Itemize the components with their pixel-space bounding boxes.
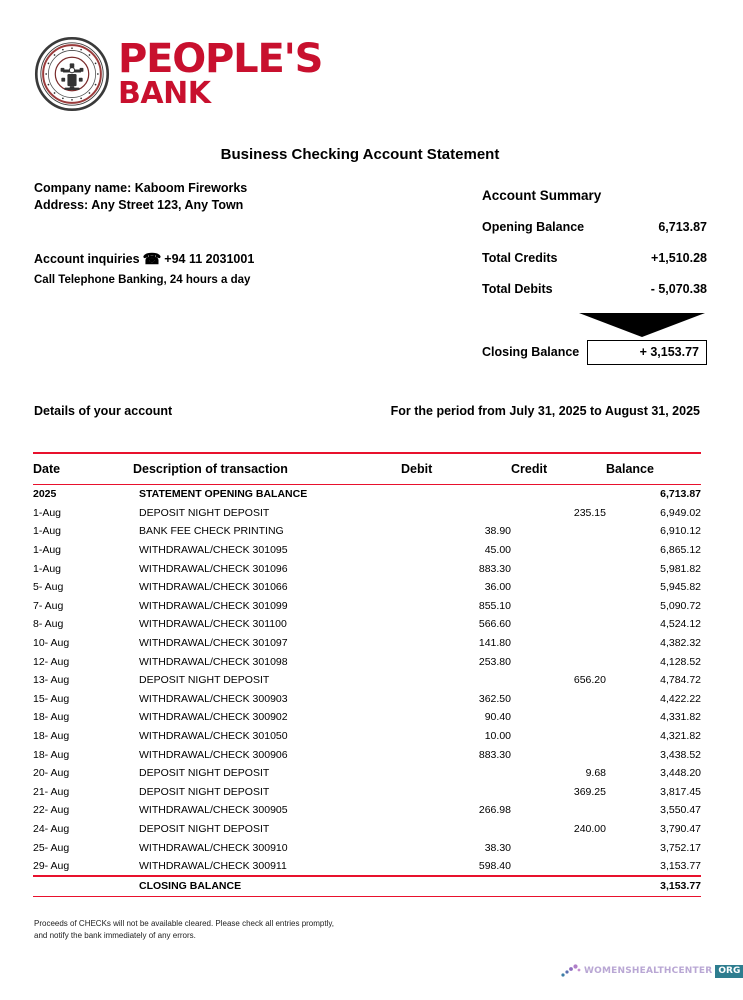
summary-row-opening-balance [482, 220, 707, 234]
table-rule-bottom [33, 896, 701, 898]
table-row [33, 764, 701, 783]
cell-description: WITHDRAWAL/CHECK 301050 [139, 730, 288, 743]
column-header-balance: Balance [606, 461, 654, 476]
cell-description: DEPOSIT NIGHT DEPOSIT [139, 822, 270, 835]
cell-balance: 6,949.02 [660, 506, 701, 519]
cell-balance: 4,422.22 [660, 692, 701, 705]
closing-row-debit [401, 877, 511, 896]
cell-description: DEPOSIT NIGHT DEPOSIT [139, 674, 270, 687]
cell-debit [401, 820, 511, 839]
bank-logo [34, 36, 322, 112]
cell-balance: 6,713.87 [660, 488, 701, 501]
cell-date: 1-Aug [33, 525, 62, 538]
cell-credit [511, 838, 606, 857]
summary-row-closing-balance [482, 340, 707, 365]
cell-date: 18- Aug [33, 748, 70, 761]
cell-date: 7- Aug [33, 599, 64, 612]
cell-description: WITHDRAWAL/CHECK 301099 [139, 599, 288, 612]
cell-balance: 3,153.77 [660, 860, 701, 873]
cell-date: 10- Aug [33, 637, 70, 650]
table-row [33, 671, 701, 690]
details-title: Details of your account [34, 404, 173, 418]
cell-debit: 362.50 [478, 692, 511, 705]
summary-value-opening-balance: 6,713.87 [658, 220, 707, 234]
cell-description: WITHDRAWAL/CHECK 301100 [139, 618, 287, 631]
cell-description: WITHDRAWAL/CHECK 300905 [139, 804, 288, 817]
cell-debit [401, 671, 511, 690]
cell-date: 1-Aug [33, 562, 62, 575]
summary-label-closing-balance: Closing Balance [482, 345, 580, 359]
cell-debit: 266.98 [478, 804, 511, 817]
table-row [33, 708, 701, 727]
cell-debit: 90.40 [484, 711, 511, 724]
column-header-debit: Debit [401, 461, 433, 476]
cell-debit: 253.80 [478, 655, 511, 668]
cell-debit: 141.80 [478, 637, 511, 650]
cell-balance: 3,550.47 [660, 804, 701, 817]
cell-description: WITHDRAWAL/CHECK 301095 [139, 544, 288, 557]
cell-balance: 5,945.82 [660, 581, 701, 594]
cell-balance: 6,910.12 [660, 525, 701, 538]
column-header-date: Date [33, 461, 61, 476]
company-address-line: Address: Any Street 123, Any Town [34, 197, 244, 212]
cell-balance: 5,090.72 [660, 599, 701, 612]
cell-credit: 9.68 [585, 767, 606, 780]
cell-credit [511, 541, 606, 560]
cell-date: 15- Aug [33, 692, 70, 705]
footer-disclaimer: Proceeds of CHECKs will not be available cleared. Please check all entries promptly, and notify the bank immediately of any errors. [34, 919, 334, 940]
cell-debit: 566.60 [478, 618, 511, 631]
table-row [33, 485, 701, 504]
page-title: Business Checking Account Statement [220, 146, 500, 163]
transactions-body-table [33, 485, 701, 875]
cell-balance: 3,817.45 [660, 785, 701, 798]
cell-balance: 6,865.12 [660, 544, 701, 557]
cell-balance: 3,438.52 [660, 748, 701, 761]
company-name-line: Company name: Kaboom Fireworks [34, 181, 248, 195]
cell-description: WITHDRAWAL/CHECK 301096 [139, 562, 288, 575]
cell-date: 29- Aug [33, 860, 70, 873]
closing-row-description: CLOSING BALANCE [139, 880, 242, 893]
cell-credit [511, 745, 606, 764]
telephone-icon: ☎ [142, 251, 162, 268]
cell-date: 2025 [33, 488, 57, 501]
statement-period: For the period from July 31, 2025 to August 31, 2025 [390, 404, 700, 418]
cell-debit: 855.10 [478, 599, 511, 612]
summary-row-total-debits [482, 282, 707, 296]
cell-debit [401, 764, 511, 783]
cell-balance: 4,524.12 [660, 618, 701, 631]
cell-description: DEPOSIT NIGHT DEPOSIT [139, 785, 270, 798]
cell-credit: 656.20 [573, 674, 606, 687]
cell-credit [511, 522, 606, 541]
closing-balance-table [33, 877, 701, 896]
cell-debit [401, 783, 511, 802]
cell-description: STATEMENT OPENING BALANCE [139, 488, 308, 501]
peoples-bank-seal-icon [34, 36, 110, 112]
cell-credit [511, 485, 606, 504]
cell-credit: 235.15 [573, 506, 606, 519]
cell-credit [511, 708, 606, 727]
cell-debit [401, 504, 511, 523]
account-summary [482, 188, 707, 365]
cell-credit [511, 801, 606, 820]
table-row [33, 615, 701, 634]
cell-date: 8- Aug [33, 618, 64, 631]
table-row [33, 652, 701, 671]
inquiries-phone: +94 11 2031001 [164, 252, 255, 266]
cell-balance: 4,382.32 [660, 637, 701, 650]
transactions-body [33, 485, 701, 875]
cell-debit: 883.30 [478, 748, 511, 761]
cell-balance: 4,784.72 [660, 674, 701, 687]
wordmark-bank: BANK [118, 75, 211, 111]
column-header-description: Description of transaction [133, 461, 288, 476]
closing-row-balance: 3,153.77 [660, 880, 701, 893]
cell-credit: 240.00 [573, 822, 606, 835]
cell-balance: 5,981.82 [660, 562, 701, 575]
cell-debit: 36.00 [484, 581, 511, 594]
cell-credit [511, 597, 606, 616]
cell-date: 12- Aug [33, 655, 70, 668]
transactions-section [33, 452, 701, 897]
account-inquiries [34, 249, 254, 289]
account-summary-heading: Account Summary [482, 188, 602, 203]
cell-credit [511, 559, 606, 578]
summary-value-total-credits: +1,510.28 [651, 251, 707, 265]
cell-description: WITHDRAWAL/CHECK 300903 [139, 692, 288, 705]
cell-balance: 4,128.52 [660, 655, 701, 668]
cell-date: 20- Aug [33, 767, 70, 780]
cell-date: 1-Aug [33, 544, 62, 557]
cell-balance: 3,448.20 [660, 767, 701, 780]
cell-balance: 4,321.82 [660, 730, 701, 743]
cell-credit [511, 652, 606, 671]
watermark-badge: ORG [715, 965, 743, 978]
cell-date: 18- Aug [33, 730, 70, 743]
table-row [33, 820, 701, 839]
closing-row-date [33, 877, 133, 896]
cell-date: 24- Aug [33, 822, 70, 835]
cell-credit [511, 634, 606, 653]
closing-row-credit [511, 877, 606, 896]
column-header-credit: Credit [511, 461, 548, 476]
summary-value-closing-balance: + 3,153.77 [587, 340, 707, 365]
table-row [33, 522, 701, 541]
cell-description: WITHDRAWAL/CHECK 300910 [139, 841, 288, 854]
cell-balance: 3,752.17 [660, 841, 701, 854]
cell-credit [511, 578, 606, 597]
cell-date: 22- Aug [33, 804, 70, 817]
cell-description: DEPOSIT NIGHT DEPOSIT [139, 767, 270, 780]
cell-date: 13- Aug [33, 674, 70, 687]
table-row [33, 857, 701, 876]
cell-date: 25- Aug [33, 841, 70, 854]
table-row [33, 838, 701, 857]
table-row [33, 578, 701, 597]
cell-balance: 3,790.47 [660, 822, 701, 835]
table-row [33, 801, 701, 820]
summary-row-total-credits [482, 251, 707, 265]
cell-debit: 10.00 [484, 730, 511, 743]
cell-description: DEPOSIT NIGHT DEPOSIT [139, 506, 270, 519]
cell-date: 21- Aug [33, 785, 70, 798]
table-row [33, 727, 701, 746]
wordmark-peoples: PEOPLE'S [118, 35, 323, 82]
table-row [33, 504, 701, 523]
inquiries-subtext: Call Telephone Banking, 24 hours a day [34, 273, 251, 286]
cell-credit [511, 857, 606, 876]
bank-wordmark [118, 35, 323, 111]
cell-description: WITHDRAWAL/CHECK 300902 [139, 711, 288, 724]
cell-description: WITHDRAWAL/CHECK 301098 [139, 655, 288, 668]
cell-description: WITHDRAWAL/CHECK 301066 [139, 581, 288, 594]
cell-description: WITHDRAWAL/CHECK 300911 [139, 860, 287, 873]
summary-value-total-debits: - 5,070.38 [650, 282, 707, 296]
cell-debit: 598.40 [478, 860, 511, 873]
cell-description: BANK FEE CHECK PRINTING [139, 525, 284, 538]
cell-description: WITHDRAWAL/CHECK 301097 [139, 637, 288, 650]
table-row [33, 541, 701, 560]
summary-label-opening-balance: Opening Balance [482, 220, 585, 234]
closing-balance-row [33, 877, 701, 896]
table-header-row [33, 454, 701, 484]
cell-credit [511, 727, 606, 746]
watermark-text: WOMENSHEALTHCENTER [584, 966, 713, 976]
inquiries-label: Account inquiries [34, 252, 140, 266]
table-row [33, 559, 701, 578]
down-arrow-decoration [482, 313, 707, 337]
cell-date: 18- Aug [33, 711, 70, 724]
details-header [34, 404, 700, 418]
cell-balance: 4,331.82 [660, 711, 701, 724]
cell-debit: 883.30 [478, 562, 511, 575]
watermark-dots-icon [560, 963, 582, 979]
cell-debit: 45.00 [484, 544, 511, 557]
summary-label-total-debits: Total Debits [482, 282, 553, 296]
table-row [33, 783, 701, 802]
cell-debit [401, 485, 511, 504]
table-row [33, 597, 701, 616]
table-row [33, 690, 701, 709]
transactions-table [33, 454, 701, 484]
cell-credit [511, 690, 606, 709]
cell-date: 5- Aug [33, 581, 64, 594]
table-row [33, 634, 701, 653]
cell-description: WITHDRAWAL/CHECK 300906 [139, 748, 288, 761]
cell-debit: 38.30 [484, 841, 511, 854]
watermark [560, 963, 743, 979]
summary-label-total-credits: Total Credits [482, 251, 558, 265]
table-row [33, 745, 701, 764]
down-arrow-icon [579, 313, 705, 337]
cell-debit: 38.90 [484, 525, 511, 538]
cell-date: 1-Aug [33, 506, 62, 519]
customer-info [34, 180, 247, 214]
cell-credit: 369.25 [573, 785, 606, 798]
cell-credit [511, 615, 606, 634]
